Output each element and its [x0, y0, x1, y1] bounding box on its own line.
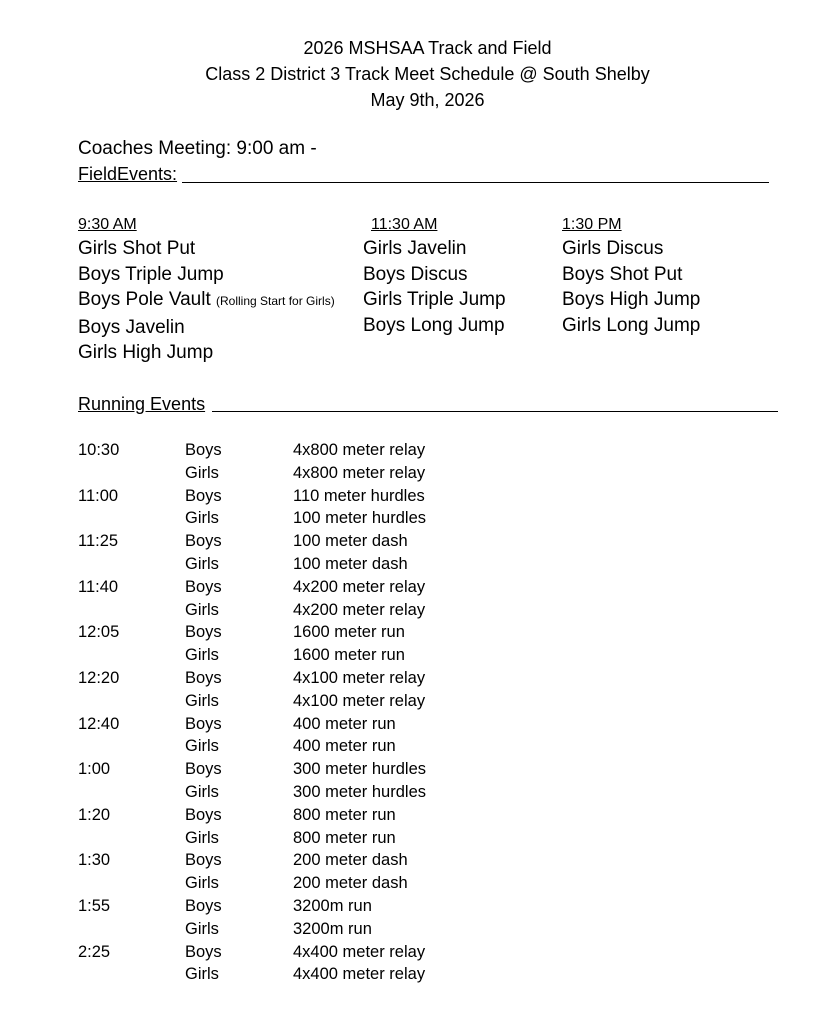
running-events-title: Running Events — [78, 394, 206, 414]
running-events-table — [78, 439, 578, 986]
running-event-row — [78, 621, 578, 644]
running-event-gender: Girls — [185, 600, 219, 619]
running-event-row — [78, 667, 578, 690]
field-column-time: 9:30 AM — [78, 216, 137, 233]
running-event-name: 110 meter hurdles — [293, 486, 425, 505]
running-event-name: 300 meter hurdles — [293, 760, 426, 779]
running-events-rule — [212, 411, 778, 412]
running-event-row — [78, 553, 578, 576]
running-event-row — [78, 804, 578, 827]
running-event-row — [78, 713, 578, 736]
field-events-title: FieldEvents: — [78, 164, 178, 184]
running-event-row — [78, 439, 578, 462]
running-event-name: 1600 meter run — [293, 623, 405, 642]
running-event-gender: Boys — [185, 532, 222, 551]
running-event-time: 1:30 — [78, 851, 111, 870]
running-event-name: 800 meter run — [293, 805, 396, 824]
field-event: Girls Discus — [562, 238, 664, 259]
running-event-row — [78, 758, 578, 781]
running-event-name: 400 meter run — [293, 714, 396, 733]
field-event: Girls High Jump — [78, 342, 214, 364]
field-column-1 — [78, 215, 335, 366]
running-event-gender: Girls — [185, 828, 219, 847]
running-event-name: 4x400 meter relay — [293, 965, 426, 984]
running-event-row — [78, 576, 578, 599]
running-event-name: 4x200 meter relay — [293, 577, 426, 596]
running-event-row — [78, 690, 578, 713]
running-event-gender: Girls — [185, 737, 219, 756]
field-column-3 — [562, 215, 700, 338]
running-event-time: 11:40 — [78, 577, 119, 596]
running-event-name: 300 meter hurdles — [293, 782, 426, 801]
field-event: Girls Long Jump — [562, 314, 701, 336]
running-event-gender: Boys — [185, 668, 222, 687]
running-event-name: 4x100 meter relay — [293, 691, 426, 710]
running-event-gender: Boys — [185, 486, 222, 505]
field-event: Boys Shot Put — [562, 263, 683, 285]
running-event-row — [78, 644, 578, 667]
field-event: Girls Javelin — [363, 238, 467, 259]
running-event-row — [78, 849, 578, 872]
title-line-3: May 9th, 2026 — [370, 90, 485, 110]
field-event: Boys Javelin — [78, 316, 185, 338]
running-event-row — [78, 781, 578, 804]
running-event-gender: Boys — [185, 805, 222, 824]
running-event-name: 3200m run — [293, 919, 372, 938]
running-event-time: 12:20 — [78, 668, 120, 687]
field-column-time: 11:30 AM — [371, 216, 438, 233]
running-event-gender: Girls — [185, 965, 219, 984]
title-line-1: 2026 MSHSAA Track and Field — [303, 38, 552, 58]
running-event-name: 4x200 meter relay — [293, 600, 426, 619]
field-event: Girls Shot Put — [78, 238, 196, 259]
running-event-gender: Girls — [185, 691, 219, 710]
running-event-name: 4x800 meter relay — [293, 463, 426, 482]
running-event-gender: Boys — [185, 623, 222, 642]
running-event-row — [78, 895, 578, 918]
running-event-gender: Boys — [185, 851, 222, 870]
running-event-name: 400 meter run — [293, 737, 396, 756]
running-event-row — [78, 941, 578, 964]
running-event-gender: Girls — [185, 509, 219, 528]
field-event-note: (Rolling Start for Girls) — [216, 294, 335, 309]
running-event-time: 12:40 — [78, 714, 120, 733]
running-event-gender: Boys — [185, 441, 222, 459]
running-event-row — [78, 735, 578, 758]
running-event-gender: Boys — [185, 577, 222, 596]
running-event-row — [78, 827, 578, 850]
coaches-meeting: Coaches Meeting: 9:00 am - — [78, 138, 317, 159]
field-event-label: Boys Pole Vault — [78, 289, 211, 311]
field-column-time: 1:30 PM — [562, 216, 622, 233]
running-event-name: 100 meter hurdles — [293, 509, 426, 528]
running-event-row — [78, 462, 578, 485]
running-event-name: 4x400 meter relay — [293, 942, 426, 961]
running-event-row — [78, 872, 578, 895]
running-event-gender: Girls — [185, 646, 219, 665]
field-event — [78, 287, 335, 315]
running-event-gender: Boys — [185, 760, 222, 779]
running-event-gender: Boys — [185, 714, 222, 733]
running-event-name: 100 meter dash — [293, 532, 408, 551]
running-event-time: 1:55 — [78, 896, 111, 915]
running-event-time: 12:05 — [78, 623, 120, 642]
running-event-gender: Boys — [185, 942, 222, 961]
field-event: Boys Discus — [363, 263, 468, 285]
running-event-time: 1:00 — [78, 760, 111, 779]
field-column-2 — [363, 215, 506, 338]
document-header — [0, 35, 834, 113]
field-event: Girls Triple Jump — [363, 289, 506, 311]
running-event-name: 3200m run — [293, 896, 372, 915]
running-event-name: 1600 meter run — [293, 646, 405, 665]
running-event-row — [78, 599, 578, 622]
running-event-gender: Girls — [185, 874, 219, 893]
field-event: Boys Long Jump — [363, 314, 505, 336]
running-event-gender: Girls — [185, 554, 219, 573]
running-event-time: 1:20 — [78, 805, 111, 824]
field-event: Boys High Jump — [562, 289, 701, 311]
running-event-name: 4x100 meter relay — [293, 668, 426, 687]
running-event-gender: Boys — [185, 896, 222, 915]
title-line-2: Class 2 District 3 Track Meet Schedule @ South Shelby — [205, 64, 650, 84]
running-event-gender: Girls — [185, 782, 219, 801]
field-event: Boys Triple Jump — [78, 263, 224, 285]
running-event-row — [78, 963, 578, 986]
running-event-row — [78, 918, 578, 941]
running-event-time: 11:00 — [78, 486, 119, 505]
running-event-row — [78, 530, 578, 553]
running-event-time: 10:30 — [78, 441, 120, 459]
running-event-name: 4x800 meter relay — [293, 441, 426, 459]
running-event-time: 2:25 — [78, 942, 111, 961]
running-event-gender: Girls — [185, 463, 219, 482]
running-event-name: 200 meter dash — [293, 874, 408, 893]
running-event-name: 100 meter dash — [293, 554, 408, 573]
running-event-name: 800 meter run — [293, 828, 396, 847]
running-event-row — [78, 485, 578, 508]
running-event-gender: Girls — [185, 919, 219, 938]
field-events-rule — [182, 182, 769, 183]
running-event-time: 11:25 — [78, 532, 119, 551]
running-event-row — [78, 507, 578, 530]
running-event-name: 200 meter dash — [293, 851, 408, 870]
